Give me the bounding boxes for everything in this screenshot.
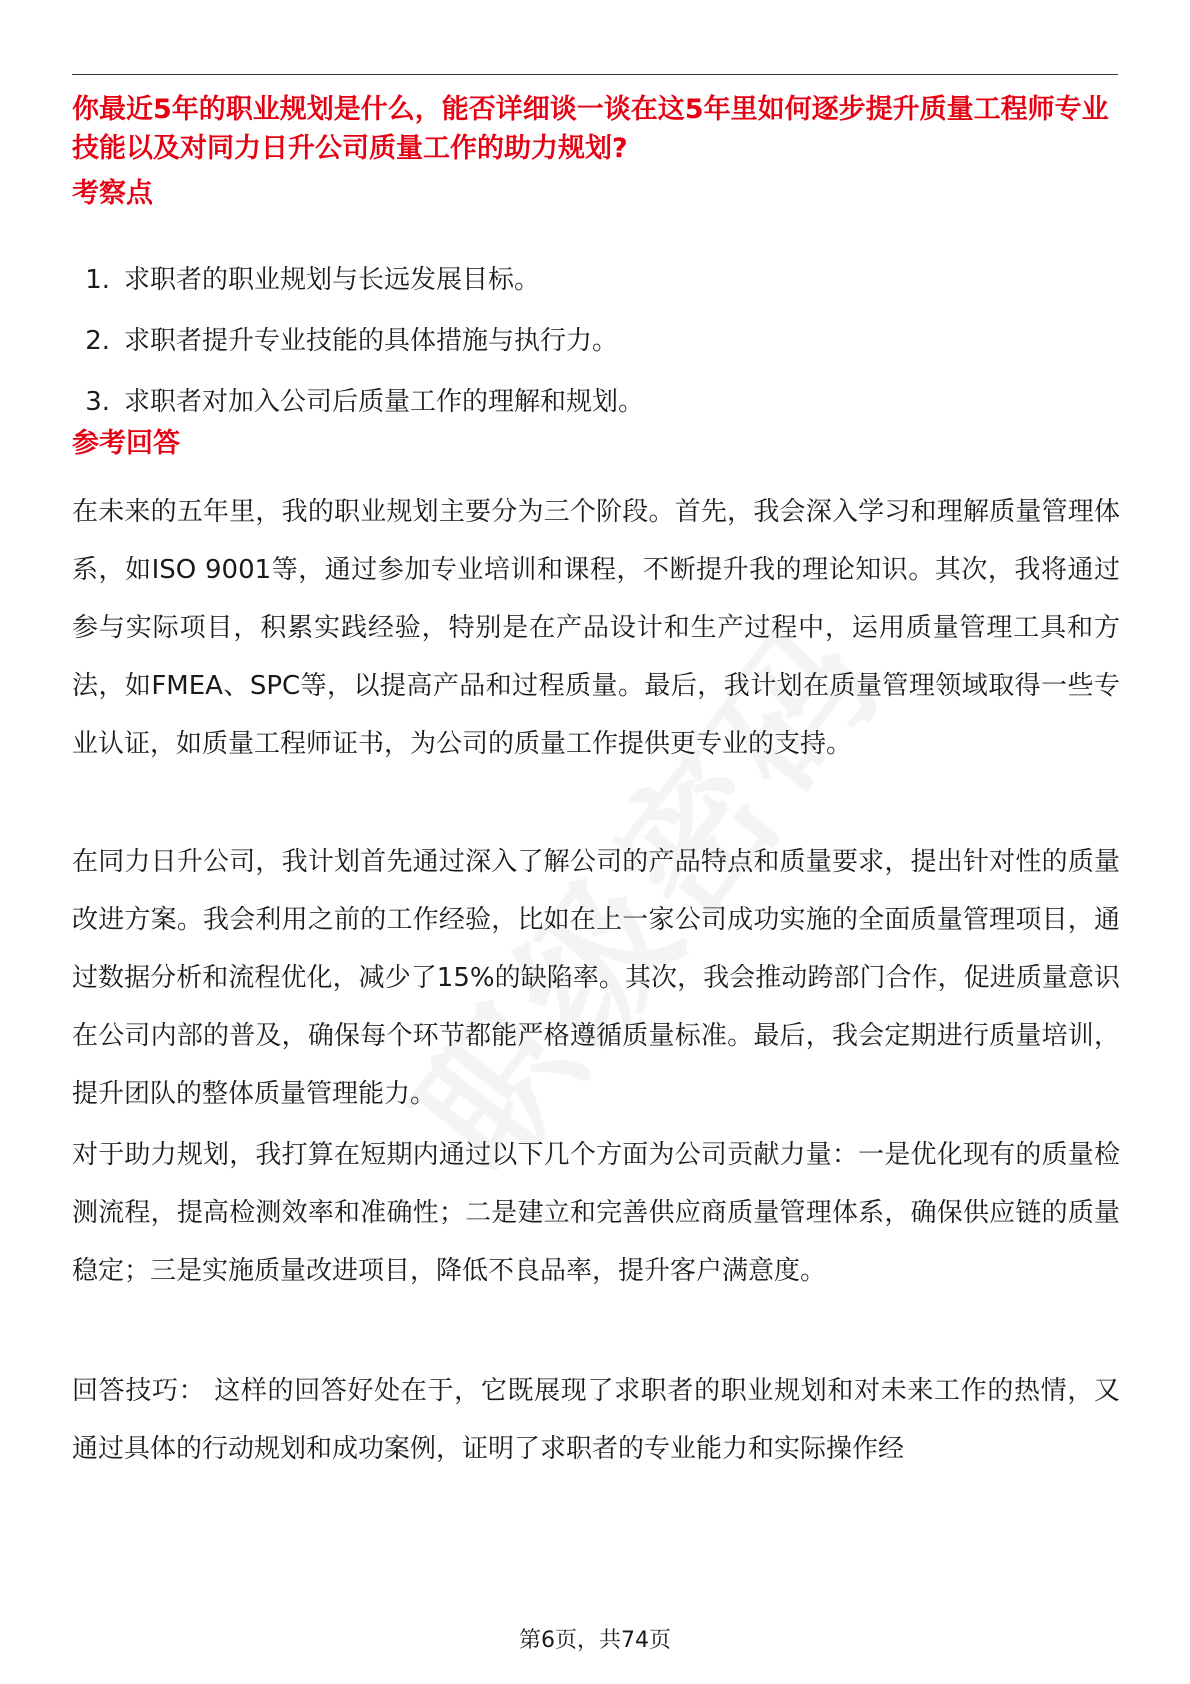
page-number-footer: 第6页，共74页 <box>519 1628 671 1653</box>
list-item-number: 2. <box>85 326 110 356</box>
list-item-number: 3. <box>85 387 110 417</box>
list-item <box>72 382 1118 443</box>
list-item <box>72 321 1118 382</box>
list-item-text: 求职者提升专业技能的具体措施与执行力。 <box>124 326 619 356</box>
list-item <box>72 260 1118 321</box>
list-item-text: 求职者的职业规划与长远发展目标。 <box>124 265 541 295</box>
answer-paragraph: 在同力日升公司，我计划首先通过深入了解公司的产品特点和质量要求，提出针对性的质量改进方案。我会利用之前的工作经验，比如在上一家公司成功实施的全面质量管理项目，通过数据分析和流程优化，减少了15%的缺陷率。其次，我会推动跨部门合作，促进质量意识在公司内部的普及，确保每个环节都能严格遵循质量标准。最后，我会定期进行质量培训，提升团队的整体质量管理能力。 <box>72 847 1120 1109</box>
list-item-text: 求职者对加入公司后质量工作的理解和规划。 <box>124 387 645 417</box>
question-title: 你最近5年的职业规划是什么，能否详细谈一谈在这5年里如何逐步提升质量工程师专业技能以及对同力日升公司质量工作的助力规划? <box>72 94 1109 164</box>
answer-heading: 参考回答 <box>72 428 180 459</box>
top-divider <box>72 74 1118 75</box>
assessment-heading: 考察点 <box>72 178 153 209</box>
answer-paragraph: 在未来的五年里，我的职业规划主要分为三个阶段。首先，我会深入学习和理解质量管理体系，如ISO 9001等，通过参加专业培训和课程，不断提升我的理论知识。其次，我将通过参与实际项目，积累实践经验，特别是在产品设计和生产过程中，运用质量管理工具和方法，如FMEA、SPC等，以提高产品和过程质量。最后，我计划在质量管理领域取得一些专业认证，如质量工程师证书，为公司的质量工作提供更专业的支持。 <box>72 497 1120 759</box>
answer-tip-paragraph: 回答技巧： 这样的回答好处在于，它既展现了求职者的职业规划和对未来工作的热情，又通过具体的行动规划和成功案例，证明了求职者的专业能力和实际操作经 <box>72 1376 1120 1464</box>
list-item-number: 1. <box>85 265 110 295</box>
assessment-list <box>72 260 1118 443</box>
answer-paragraph: 对于助力规划，我打算在短期内通过以下几个方面为公司贡献力量：一是优化现有的质量检测流程，提高检测效率和准确性；二是建立和完善供应商质量管理体系，确保供应链的质量稳定；三是实施质量改进项目，降低不良品率，提升客户满意度。 <box>72 1140 1120 1286</box>
